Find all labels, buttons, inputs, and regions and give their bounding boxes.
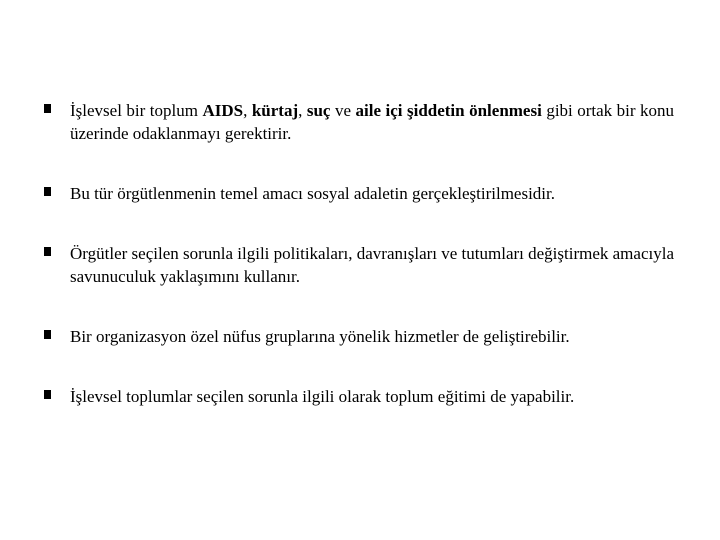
bullet-text-separator: , — [243, 101, 252, 120]
bullet-text-ending: gibi ortak bir konu üzerinde odaklanmayı gerektirir. — [70, 101, 675, 143]
bullet-text: İşlevsel toplumlar seçilen sorunla ilgili olarak toplum eğitimi de yapabilir. — [70, 387, 575, 406]
bold-term-domestic-violence-prevention: aile içi şiddetin önlenmesi — [355, 101, 542, 120]
bold-term-kurtaj: kürtaj — [251, 101, 299, 120]
bullet-text-separator: , — [298, 101, 307, 120]
bullet-item-functional-community-focus — [44, 99, 674, 145]
bold-term-suc: suç — [306, 101, 331, 120]
bullet-item-community-education — [44, 385, 674, 408]
bullet-text: Örgütler seçilen sorunla ilgili politikaları, davranışları ve tutumları değiştirmek amacıyla savunuculuk yaklaşımını kullanır. — [70, 244, 674, 286]
square-bullet-icon — [44, 247, 51, 256]
bullet-list — [44, 99, 674, 408]
square-bullet-icon — [44, 104, 51, 113]
square-bullet-icon — [44, 390, 51, 399]
bold-term-aids: AIDS — [202, 101, 244, 120]
bullet-text-segment: İşlevsel bir toplum — [70, 101, 203, 120]
bullet-text-connector: ve — [330, 101, 356, 120]
bullet-text: Bu tür örgütlenmenin temel amacı sosyal adaletin gerçekleştirilmesidir. — [70, 184, 555, 203]
bullet-item-special-population-services — [44, 325, 674, 348]
bullet-text: Bir organizasyon özel nüfus gruplarına yönelik hizmetler de geliştirebilir. — [70, 327, 570, 346]
bullet-item-social-justice-goal — [44, 182, 674, 205]
bullet-item-advocacy-approach — [44, 242, 674, 288]
square-bullet-icon — [44, 330, 51, 339]
square-bullet-icon — [44, 187, 51, 196]
